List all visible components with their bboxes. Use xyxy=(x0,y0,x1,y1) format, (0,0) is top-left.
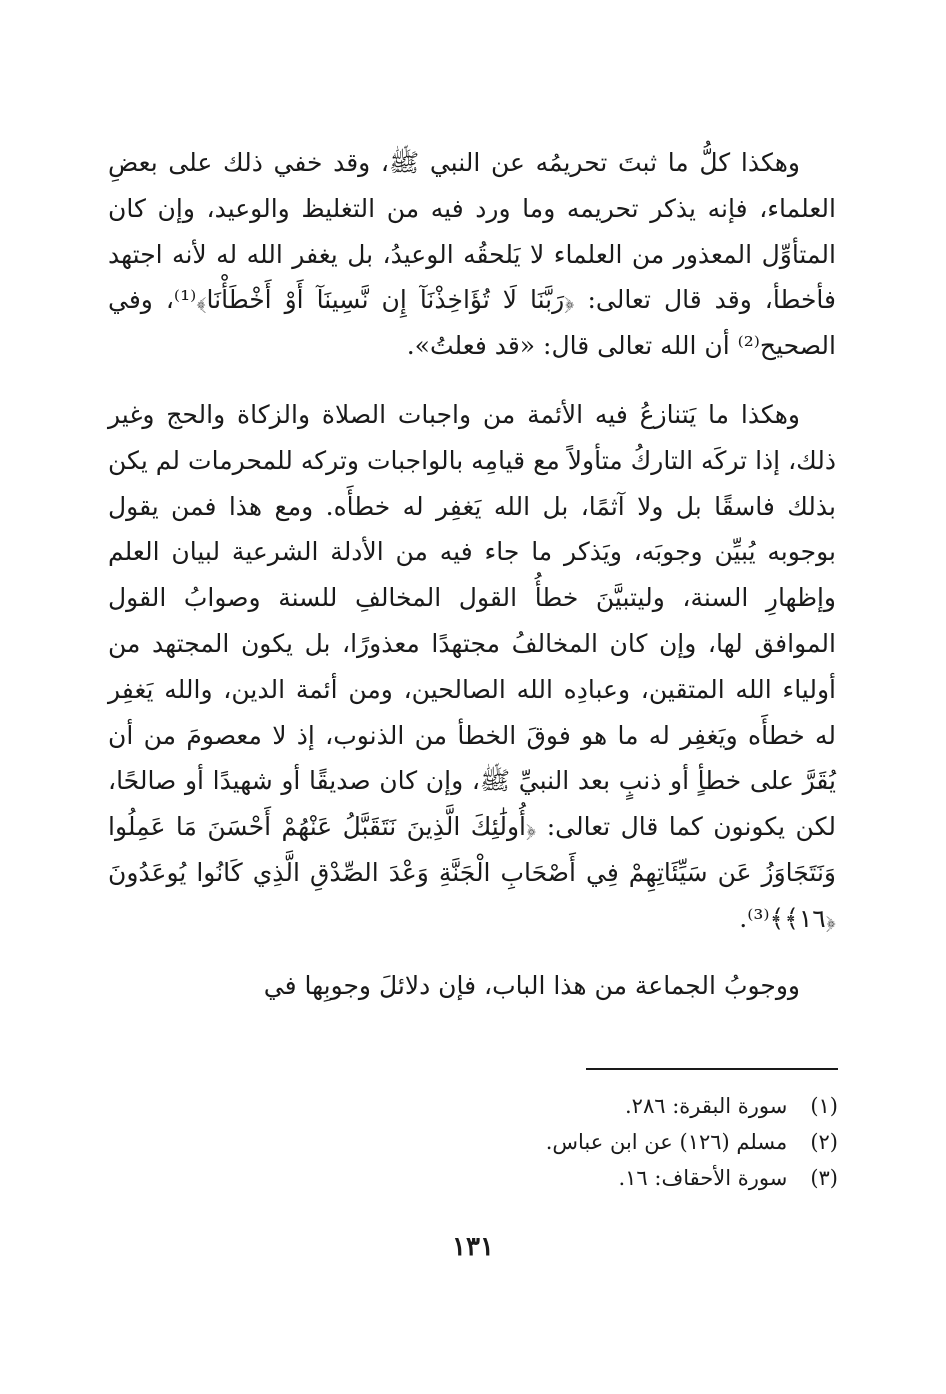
footnotes xyxy=(238,1088,838,1196)
footnote-3 xyxy=(238,1160,838,1196)
footnote-1 xyxy=(238,1088,838,1124)
paragraph-2 xyxy=(108,392,836,942)
paragraph-1 xyxy=(108,140,836,369)
footnote-text: مسلم (١٢٦) عن ابن عباس. xyxy=(545,1130,788,1154)
footnote-text: سورة الأحقاف: ١٦. xyxy=(618,1166,788,1190)
paragraph-3 xyxy=(108,963,836,1009)
footnote-number: (٢) xyxy=(810,1130,838,1154)
footnote-2 xyxy=(238,1124,838,1160)
footnote-number: (١) xyxy=(810,1094,838,1118)
footnote-text: سورة البقرة: ٢٨٦. xyxy=(624,1094,788,1118)
footnote-separator xyxy=(586,1068,838,1070)
paragraph-2-text: وهكذا ما يَتنازعُ فيه الأئمة من واجبات الصلاة والزكاة والحج وغير ذلك، إذا تركَه التاركُ متأولاً مع قيامِه بالواجبات وتركه للمحرمات لم يكن بذلك فاسقًا بل ولا آثمًا، بل الله يَغفِر له خطأَه. ومع هذا فمن يقول بوجوبه يُبيِّن وجوبَه، ويَذكر ما جاء فيه من الأدلة الشرعية لبيان العلم وإظهارِ السنة، وليتبيَّنَ خطأُ القول المخالفِ للسنة وصوابُ القول الموافق لها، وإن كان المخالفُ مجتهدًا معذورًا، بل يكون المجتهد من أولياء الله المتقين، وعبادِه الله الصالحين، ومن أئمة الدين، والله يَغفِر له خطأَه ويَغفِر له ما هو فوقَ الخطأ من الذنوب، إذ لا معصومَ من أن يُقَرَّ على خطأٍ أو ذنبٍ بعد النبيِّ ﷺ، وإن كان صديقًا أو شهيدًا أو صالحًا، لكن يكونون كما قال تعالى: ﴿أُولَٰئِكَ الَّذِينَ نَتَقَبَّلُ عَنْهُمْ أَحْسَنَ مَا عَمِلُوا وَنَتَجَاوَزُ عَن سَيِّئَاتِهِمْ فِي أَصْحَابِ الْجَنَّةِ وَعْدَ الصِّدْقِ الَّذِي كَانُوا يُوعَدُونَ ﴿١٦﴾﴾⁽³⁾. xyxy=(108,400,836,933)
paragraph-3-text: ووجوبُ الجماعة من هذا الباب، فإن دلائلَ وجوبِها في xyxy=(263,971,800,1000)
page-number: ١٣١ xyxy=(452,1232,494,1262)
paragraph-1-text: وهكذا كلُّ ما ثبتَ تحريمُه عن النبي ﷺ، وقد خفي ذلك على بعضِ العلماء، فإنه يذكر تحريمه وما ورد فيه من التغليظ والوعيد، وإن كان المتأوِّل المعذور من العلماء لا يَلحقُه الوعيدُ، بل يغفر الله له لأنه اجتهد فأخطأ، وقد قال تعالى: ﴿رَبَّنَا لَا تُؤَاخِذْنَآ إِن نَّسِينَآ أَوْ أَخْطَأْنَا﴾⁽¹⁾، وفي الصحيح⁽²⁾ أن الله تعالى قال: «قد فعلتُ». xyxy=(108,148,836,361)
footnote-number: (٣) xyxy=(810,1166,838,1190)
